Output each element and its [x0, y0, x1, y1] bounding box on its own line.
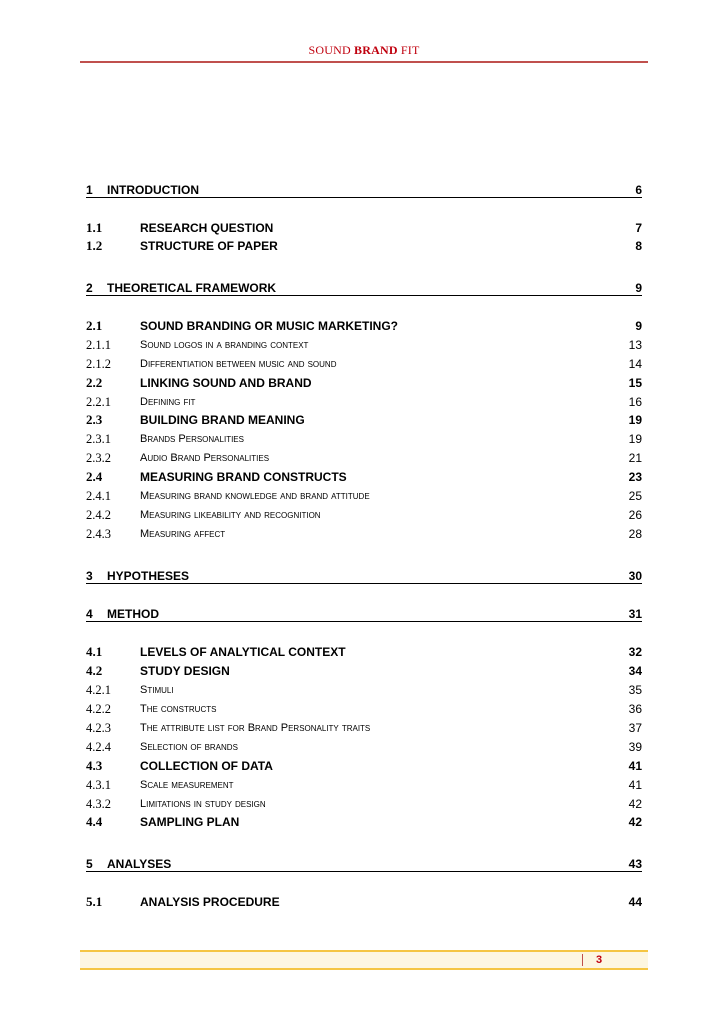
toc-subsection-2-4-2[interactable] — [86, 506, 642, 524]
toc-subsection-num: 2.2.1 — [86, 395, 111, 409]
toc-section-5-1[interactable] — [86, 893, 642, 911]
toc-chapter-3[interactable] — [86, 567, 642, 585]
toc-subsection-num: 4.3.1 — [86, 778, 111, 792]
toc-subsection-page: 25 — [628, 489, 642, 503]
toc-subsection-2-3-2[interactable] — [86, 449, 642, 467]
toc-chapter-underline — [86, 871, 642, 872]
toc-section-page: 7 — [635, 221, 642, 235]
toc-subsection-num: 4.2.3 — [86, 721, 111, 735]
toc-section-title: BUILDING BRAND MEANING — [140, 413, 305, 427]
toc-subsection-title: Sound logos in a branding context — [140, 339, 309, 351]
toc-subsection-title: Limitations in study design — [140, 798, 266, 810]
header-title-part3: FIT — [397, 43, 420, 57]
toc-section-page: 42 — [628, 815, 642, 829]
toc-section-title: MEASURING BRAND CONSTRUCTS — [140, 470, 347, 484]
toc-chapter-page: 9 — [635, 281, 642, 295]
toc-chapter-num: 1 — [86, 183, 93, 197]
toc-subsection-4-2-3[interactable] — [86, 719, 642, 737]
toc-section-title: COLLECTION OF DATA — [140, 759, 273, 773]
toc-section-4-3[interactable] — [86, 757, 642, 775]
toc-chapter-title: HYPOTHESES — [107, 569, 190, 583]
toc-subsection-num: 2.4.3 — [86, 527, 111, 541]
toc-subsection-4-3-1[interactable] — [86, 776, 642, 794]
toc-chapter-title: THEORETICAL FRAMEWORK — [107, 281, 277, 295]
toc-section-num: 4.3 — [86, 758, 103, 773]
toc-section-title: STUDY DESIGN — [140, 664, 230, 678]
toc-chapter-num: 3 — [86, 569, 93, 583]
toc-section-1-2[interactable] — [86, 237, 642, 255]
toc-subsection-title: Brands Personalities — [140, 433, 244, 445]
toc-section-page: 34 — [628, 664, 642, 678]
toc-subsection-page: 14 — [628, 357, 642, 371]
toc-subsection-title: The attribute list for Brand Personality traits — [140, 722, 371, 734]
toc-chapter-2[interactable] — [86, 279, 642, 297]
toc-subsection-title: Selection of brands — [140, 741, 238, 753]
footer-divider — [582, 954, 583, 966]
toc-section-num: 4.1 — [86, 644, 103, 659]
toc-section-page: 41 — [628, 759, 642, 773]
toc-chapter-page: 43 — [628, 857, 642, 871]
toc-subsection-num: 2.4.2 — [86, 508, 111, 522]
toc-subsection-page: 36 — [628, 702, 642, 716]
toc-subsection-title: Measuring likeability and recognition — [140, 509, 321, 521]
toc-chapter-num: 4 — [86, 607, 93, 621]
toc-subsection-num: 4.2.4 — [86, 740, 111, 754]
toc-section-num: 5.1 — [86, 894, 103, 909]
toc-section-2-2[interactable] — [86, 374, 642, 392]
toc-subsection-title: Stimuli — [140, 684, 174, 696]
toc-subsection-num: 2.1.2 — [86, 357, 111, 371]
toc-subsection-num: 4.2.1 — [86, 683, 111, 697]
running-header-title — [0, 43, 728, 58]
toc-subsection-num: 4.2.2 — [86, 702, 111, 716]
toc-chapter-1[interactable] — [86, 181, 642, 199]
toc-subsection-page: 42 — [628, 797, 642, 811]
toc-chapter-num: 2 — [86, 281, 93, 295]
toc-subsection-num: 4.3.2 — [86, 797, 111, 811]
toc-section-title: SAMPLING PLAN — [140, 815, 240, 829]
toc-subsection-page: 39 — [628, 740, 642, 754]
toc-section-title: LINKING SOUND AND BRAND — [140, 376, 312, 390]
toc-section-2-3[interactable] — [86, 411, 642, 429]
toc-section-4-2[interactable] — [86, 662, 642, 680]
toc-subsection-2-4-3[interactable] — [86, 525, 642, 543]
toc-section-page: 32 — [628, 645, 642, 659]
toc-subsection-title: The constructs — [140, 703, 217, 715]
toc-chapter-underline — [86, 621, 642, 622]
header-title-part1: SOUND — [308, 43, 355, 57]
toc-subsection-page: 19 — [628, 432, 642, 446]
toc-chapter-page: 30 — [628, 569, 642, 583]
toc-subsection-4-3-2[interactable] — [86, 795, 642, 813]
toc-subsection-4-2-4[interactable] — [86, 738, 642, 756]
toc-subsection-4-2-1[interactable] — [86, 681, 642, 699]
toc-section-title: ANALYSIS PROCEDURE — [140, 895, 280, 909]
toc-subsection-2-3-1[interactable] — [86, 430, 642, 448]
toc-chapter-underline — [86, 583, 642, 584]
toc-section-page: 44 — [628, 895, 642, 909]
page-number: 3 — [596, 954, 603, 966]
toc-section-num: 4.2 — [86, 663, 103, 678]
toc-subsection-2-4-1[interactable] — [86, 487, 642, 505]
toc-chapter-underline — [86, 295, 642, 296]
toc-chapter-page: 31 — [628, 607, 642, 621]
toc-subsection-page: 41 — [628, 778, 642, 792]
toc-chapter-underline — [86, 197, 642, 198]
toc-subsection-2-1-2[interactable] — [86, 355, 642, 373]
toc-section-num: 1.2 — [86, 238, 103, 253]
toc-chapter-4[interactable] — [86, 605, 642, 623]
toc-subsection-page: 37 — [628, 721, 642, 735]
toc-subsection-title: Measuring affect — [140, 528, 226, 540]
toc-section-title: SOUND BRANDING OR MUSIC MARKETING? — [140, 319, 398, 333]
footer-bar — [80, 950, 648, 970]
toc-section-num: 2.2 — [86, 375, 103, 390]
toc-section-page: 8 — [635, 239, 642, 253]
toc-subsection-num: 2.1.1 — [86, 338, 111, 352]
toc-section-num: 2.1 — [86, 318, 103, 333]
toc-section-num: 2.3 — [86, 412, 103, 427]
toc-section-1-1[interactable] — [86, 219, 642, 237]
toc-section-2-4[interactable] — [86, 468, 642, 486]
toc-chapter-title: METHOD — [107, 607, 159, 621]
toc-subsection-page: 35 — [628, 683, 642, 697]
toc-section-page: 9 — [635, 319, 642, 333]
toc-chapter-title: INTRODUCTION — [107, 183, 199, 197]
header-title-part2: BRAND — [354, 43, 398, 57]
toc-section-title: STRUCTURE OF PAPER — [140, 239, 278, 253]
toc-subsection-2-2-1[interactable] — [86, 393, 642, 411]
toc-subsection-num: 2.3.2 — [86, 451, 111, 465]
toc-section-title: LEVELS OF ANALYTICAL CONTEXT — [140, 645, 346, 659]
toc-subsection-title: Scale measurement — [140, 779, 234, 791]
toc-section-num: 2.4 — [86, 469, 103, 484]
toc-section-num: 1.1 — [86, 220, 103, 235]
toc-section-num: 4.4 — [86, 814, 103, 829]
toc-section-page: 23 — [628, 470, 642, 484]
toc-chapter-5[interactable] — [86, 855, 642, 873]
toc-section-4-4[interactable] — [86, 813, 642, 831]
toc-chapter-page: 6 — [635, 183, 642, 197]
toc-subsection-page: 26 — [628, 508, 642, 522]
toc-subsection-title: Defining fit — [140, 396, 196, 408]
toc-subsection-num: 2.4.1 — [86, 489, 111, 503]
toc-subsection-page: 16 — [628, 395, 642, 409]
toc-subsection-4-2-2[interactable] — [86, 700, 642, 718]
toc-section-page: 15 — [628, 376, 642, 390]
toc-section-page: 19 — [628, 413, 642, 427]
toc-chapter-num: 5 — [86, 857, 93, 871]
toc-section-4-1[interactable] — [86, 643, 642, 661]
toc-subsection-page: 28 — [628, 527, 642, 541]
toc-subsection-title: Audio Brand Personalities — [140, 452, 270, 464]
toc-section-title: RESEARCH QUESTION — [140, 221, 274, 235]
toc-subsection-title: Differentiation between music and sound — [140, 358, 337, 370]
toc-subsection-num: 2.3.1 — [86, 432, 111, 446]
toc-section-2-1[interactable] — [86, 317, 642, 335]
toc-subsection-2-1-1[interactable] — [86, 336, 642, 354]
toc-subsection-page: 21 — [628, 451, 642, 465]
toc-subsection-title: Measuring brand knowledge and brand attitude — [140, 490, 370, 502]
header-rule — [80, 61, 648, 63]
toc-chapter-title: ANALYSES — [107, 857, 172, 871]
toc-subsection-page: 13 — [628, 338, 642, 352]
